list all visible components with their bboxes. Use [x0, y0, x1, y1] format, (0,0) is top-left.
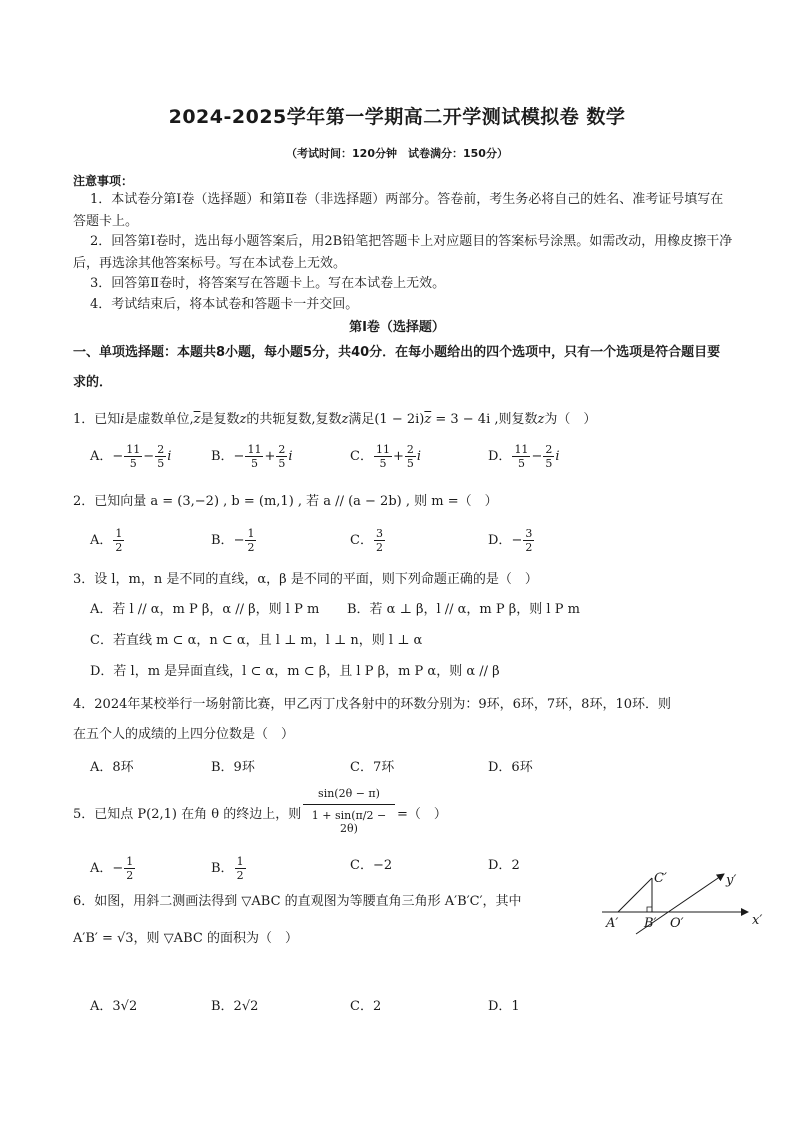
- q5-option-a[interactable]: A．− $\frac{1}{2}$: [90, 855, 134, 882]
- q6-option-a[interactable]: A．3√2: [90, 999, 138, 1014]
- notice-item-3: 3．回答第Ⅱ卷时，将答案写在答题卡上。写在本试卷上无效。: [90, 276, 446, 291]
- q4-option-a[interactable]: A．8环: [90, 760, 134, 775]
- question-1-stem: 1．已知i是虚数单位$,\overline{z}$是复数z的共轭复数,复数z满足$(1 - 2i)\overline{z} = 3 - 4i$ ,则复数z为（ ）: [73, 412, 597, 427]
- q3-option-d[interactable]: D．若 l，m 是异面直线，l ⊂ α，m ⊂ β，且 l P β，m P α，则 α // β: [90, 664, 500, 679]
- q1-text-g: = 3 − 4i ,则复数: [431, 412, 538, 427]
- page-title: 2024-2025学年第一学期高二开学测试模拟卷 数学: [168, 106, 626, 128]
- q2-option-d[interactable]: D．− $\frac{3}{2}$: [488, 527, 533, 554]
- part-description: [73, 338, 733, 398]
- q1-text-h: 为（ ）: [544, 412, 597, 427]
- q3-option-b[interactable]: B．若 α ⊥ β，l // α，m P β，则 l P m: [347, 602, 580, 617]
- question-6-line-1: 6．如图，用斜二测画法得到 ▽ABC 的直观图为等腰直角三角形 A′B′C′，其中: [73, 894, 522, 909]
- q5-fraction: [303, 787, 395, 835]
- q1-option-d[interactable]: D． $\frac{11}{5}$ − $\frac{2}{5}$ i: [488, 443, 560, 470]
- q5-option-c[interactable]: C．−2: [350, 858, 393, 873]
- label-y-prime: y′: [726, 873, 737, 888]
- question-6-line-2: A′B′ = √3，则 ▽ABC 的面积为（ ）: [73, 931, 298, 946]
- q5-numerator: sin(2θ − π): [303, 787, 395, 805]
- notice-item-2: 2．回答第Ⅰ卷时，选出每小题答案后，用2B铅笔把答题卡上对应题目的答案标号涂黑。如需改动，用橡皮擦干净后，再选涂其他答案标号。写在本试卷上无效。: [73, 234, 733, 271]
- question-5-stem-a: 5．已知点 P(2,1) 在角 θ 的终边上，则: [73, 807, 302, 822]
- notice-item-4: 4．考试结束后，将本试卷和答题卡一并交回。: [90, 297, 359, 312]
- q3-option-c[interactable]: C．若直线 m ⊂ α，n ⊂ α，且 l ⊥ m，l ⊥ n，则 l ⊥ α: [90, 633, 423, 648]
- q4-option-c[interactable]: C．7环: [350, 760, 395, 775]
- q6-option-d[interactable]: D．1: [488, 999, 520, 1014]
- label-a-prime: A′: [606, 916, 619, 931]
- question-4-line-2: 在五个人的成绩的上四分位数是（ ）: [73, 727, 295, 742]
- notice-heading: 注意事项：: [73, 174, 134, 188]
- q2-option-a[interactable]: A． $\frac{1}{2}$: [90, 527, 123, 554]
- section-heading: 第Ⅰ卷（选择题）: [349, 320, 445, 335]
- q2-option-b[interactable]: B．− $\frac{1}{2}$: [211, 527, 255, 554]
- exam-info: （考试时间：120分钟 试卷满分：150分）: [286, 147, 508, 160]
- q1-text-f: (1 − 2i): [374, 412, 425, 427]
- question-4-line-1: 4．2024年某校举行一场射箭比赛，甲乙丙丁戊各射中的环数分别为：9环，6环，7环，8环，10环．则: [73, 697, 671, 712]
- q1-text-a: 1．已知: [73, 412, 121, 427]
- q1-option-a[interactable]: A．− $\frac{11}{5}$ − $\frac{2}{5}$ i: [90, 443, 172, 470]
- q3-option-a[interactable]: A．若 l // α，m P β，α // β，则 l P m: [90, 602, 320, 617]
- q4-option-b[interactable]: B．9环: [211, 760, 255, 775]
- part-description-text: 一、单项选择题：本题共8小题，每小题5分，共40分．在每小题给出的四个选项中，只有一个选项是符合题目要求的．: [73, 345, 721, 390]
- q2-option-c[interactable]: C． $\frac{3}{2}$: [350, 527, 383, 554]
- q5-denominator: 1 + sin(π/2 − 2θ): [311, 809, 387, 835]
- q6-option-c[interactable]: C．2: [350, 999, 382, 1014]
- label-o-prime: O′: [670, 916, 684, 931]
- q1-text-c: 是复数: [200, 412, 240, 427]
- q1-text-b: 是虚数单位,: [124, 412, 194, 427]
- question-3-stem: 3．设 l，m，n 是不同的直线，α，β 是不同的平面，则下列命题正确的是（ ）: [73, 572, 538, 587]
- label-b-prime: B′: [644, 916, 657, 931]
- q6-option-b[interactable]: B．2√2: [211, 999, 259, 1014]
- right-angle-mark: [647, 907, 652, 912]
- q1-option-c[interactable]: C． $\frac{11}{5}$ + $\frac{2}{5}$ i: [350, 443, 422, 470]
- q5-option-d[interactable]: D．2: [488, 858, 520, 873]
- q1-text-e: 满足: [348, 412, 375, 427]
- oblique-projection-figure: [596, 862, 766, 936]
- q1-option-b[interactable]: B．− $\frac{11}{5}$ + $\frac{2}{5}$ i: [211, 443, 293, 470]
- q4-option-d[interactable]: D．6环: [488, 760, 533, 775]
- q1-text-d: 的共轭复数,复数: [246, 412, 342, 427]
- notice-item-1: 1．本试卷分第Ⅰ卷（选择题）和第Ⅱ卷（非选择题）两部分。答卷前，考生务必将自己的姓名、准考证号填写在答题卡上。: [73, 192, 724, 229]
- label-x-prime: x′: [752, 913, 763, 928]
- question-2-stem: 2．已知向量 a = (3,−2) , b = (m,1) , 若 a // (a − 2b) , 则 m =（ ）: [73, 494, 498, 509]
- label-c-prime: C′: [654, 871, 667, 886]
- q5-option-b[interactable]: B． $\frac{1}{2}$: [211, 855, 244, 882]
- question-5-stem-b: =（ ）: [397, 807, 447, 822]
